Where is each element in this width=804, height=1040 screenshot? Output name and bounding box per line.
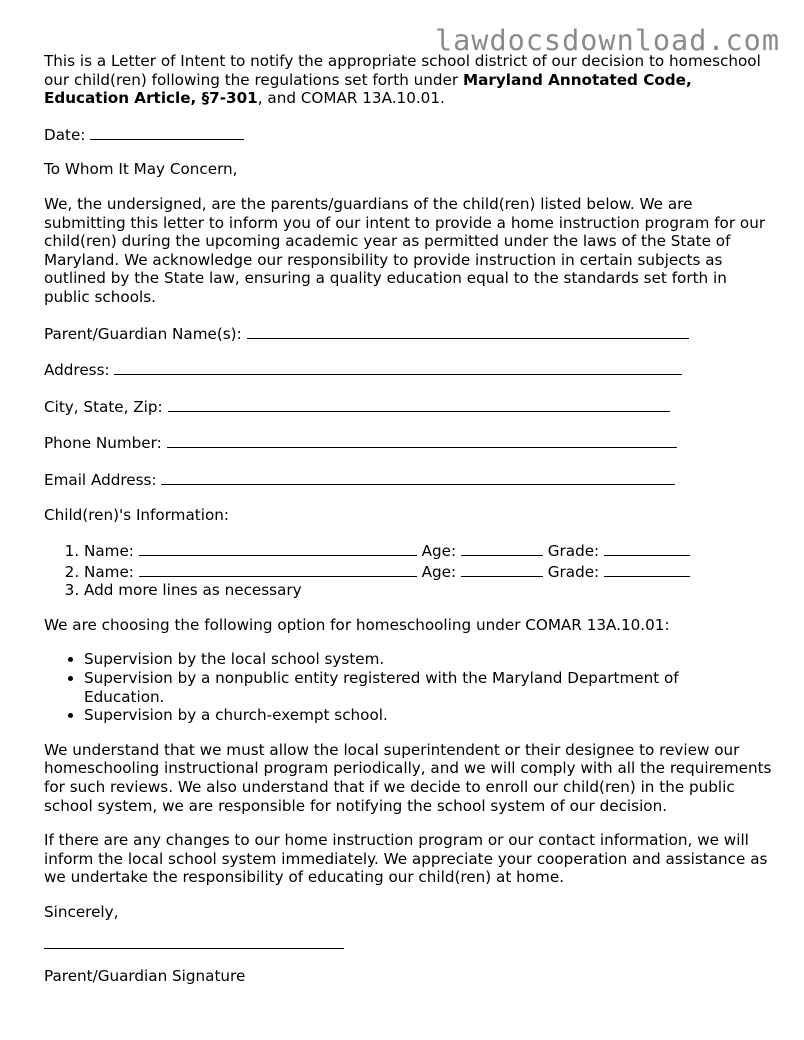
- review-paragraph: We understand that we must allow the local superintendent or their designee to review our homeschooling instructional program periodically, and we will comply with all the requirements for such reviews. We also understand that if we decide to enroll our child(ren) in the public school system, we are responsible for notifying the school system of our decision.: [44, 740, 772, 815]
- options-list: [44, 650, 774, 724]
- children-list: [44, 540, 774, 600]
- address-row: [44, 359, 774, 380]
- child-age-label: Age:: [421, 542, 457, 561]
- option-item: • Supervision by a nonpublic entity registered with the Maryland Department of Education.: [84, 669, 774, 706]
- child-grade-field[interactable]: [604, 561, 690, 577]
- child-name-label: Name:: [84, 542, 134, 561]
- phone-label: Phone Number:: [44, 434, 162, 453]
- closing: Sincerely,: [44, 903, 119, 921]
- options-intro: We are choosing the following option for homeschooling under COMAR 13A.10.01:: [44, 615, 670, 634]
- city-state-zip-field[interactable]: [168, 396, 670, 412]
- child-grade-field[interactable]: [604, 540, 690, 556]
- email-row: [44, 469, 774, 490]
- child-age-field[interactable]: [461, 540, 543, 556]
- body-paragraph: We, the undersigned, are the parents/guardians of the child(ren) listed below. We are submitting this letter to inform you of our intent to provide a home instruction program for our child(ren) during the upcoming academic year as permitted under the laws of the State of Maryland. We acknowledge our responsibility to provide instruction in certain subjects as outlined by the State law, ensuring a quality education equal to the standards set forth in public schools.: [44, 194, 766, 306]
- child-name-field[interactable]: [139, 540, 417, 556]
- child-grade-label: Grade:: [547, 562, 600, 581]
- children-heading: Child(ren)'s Information:: [44, 505, 229, 524]
- intro-text-end: , and COMAR 13A.10.01.: [257, 89, 445, 108]
- address-label: Address:: [44, 361, 110, 380]
- child-grade-label: Grade:: [547, 542, 600, 561]
- option-item: • Supervision by the local school system.: [84, 650, 774, 669]
- letter-document: [44, 52, 774, 985]
- child-age-field[interactable]: [461, 561, 543, 577]
- date-field[interactable]: [90, 124, 244, 140]
- phone-field[interactable]: [167, 432, 677, 448]
- city-state-zip-row: [44, 396, 774, 417]
- intro-paragraph: [44, 52, 774, 108]
- child-name-field[interactable]: [139, 561, 417, 577]
- child-entry-more: 3. Add more lines as necessary: [84, 581, 774, 600]
- phone-row: [44, 432, 774, 453]
- watermark: lawdocsdownload.com: [434, 24, 780, 57]
- child-age-label: Age:: [421, 562, 457, 581]
- email-label: Email Address:: [44, 470, 157, 489]
- child-entry: [84, 540, 774, 561]
- signature-field[interactable]: [44, 948, 344, 949]
- parent-name-row: [44, 323, 774, 344]
- child-entry: [84, 561, 774, 582]
- signature-label: Parent/Guardian Signature: [44, 966, 246, 985]
- date-label: Date:: [44, 125, 86, 144]
- parent-name-label: Parent/Guardian Name(s):: [44, 324, 242, 343]
- intro-legal-citation: Maryland Annotated Code, Education Article, §7-301: [44, 70, 692, 108]
- option-item: • Supervision by a church-exempt school.: [84, 706, 774, 725]
- city-state-zip-label: City, State, Zip:: [44, 397, 163, 416]
- child-name-label: Name:: [84, 562, 134, 581]
- salutation: To Whom It May Concern,: [44, 160, 238, 179]
- date-row: [44, 124, 774, 145]
- parent-name-field[interactable]: [247, 323, 689, 339]
- changes-paragraph: If there are any changes to our home instruction program or our contact information, we will inform the local school system immediately. We appreciate your cooperation and assistance as we undertake the responsibility of educating our child(ren) at home.: [44, 831, 768, 887]
- email-field[interactable]: [161, 469, 675, 485]
- intro-text: This is a Letter of Intent to notify the appropriate school district of our decision to homeschool our child(ren) following the regulations set forth under: [44, 52, 761, 89]
- address-field[interactable]: [114, 359, 682, 375]
